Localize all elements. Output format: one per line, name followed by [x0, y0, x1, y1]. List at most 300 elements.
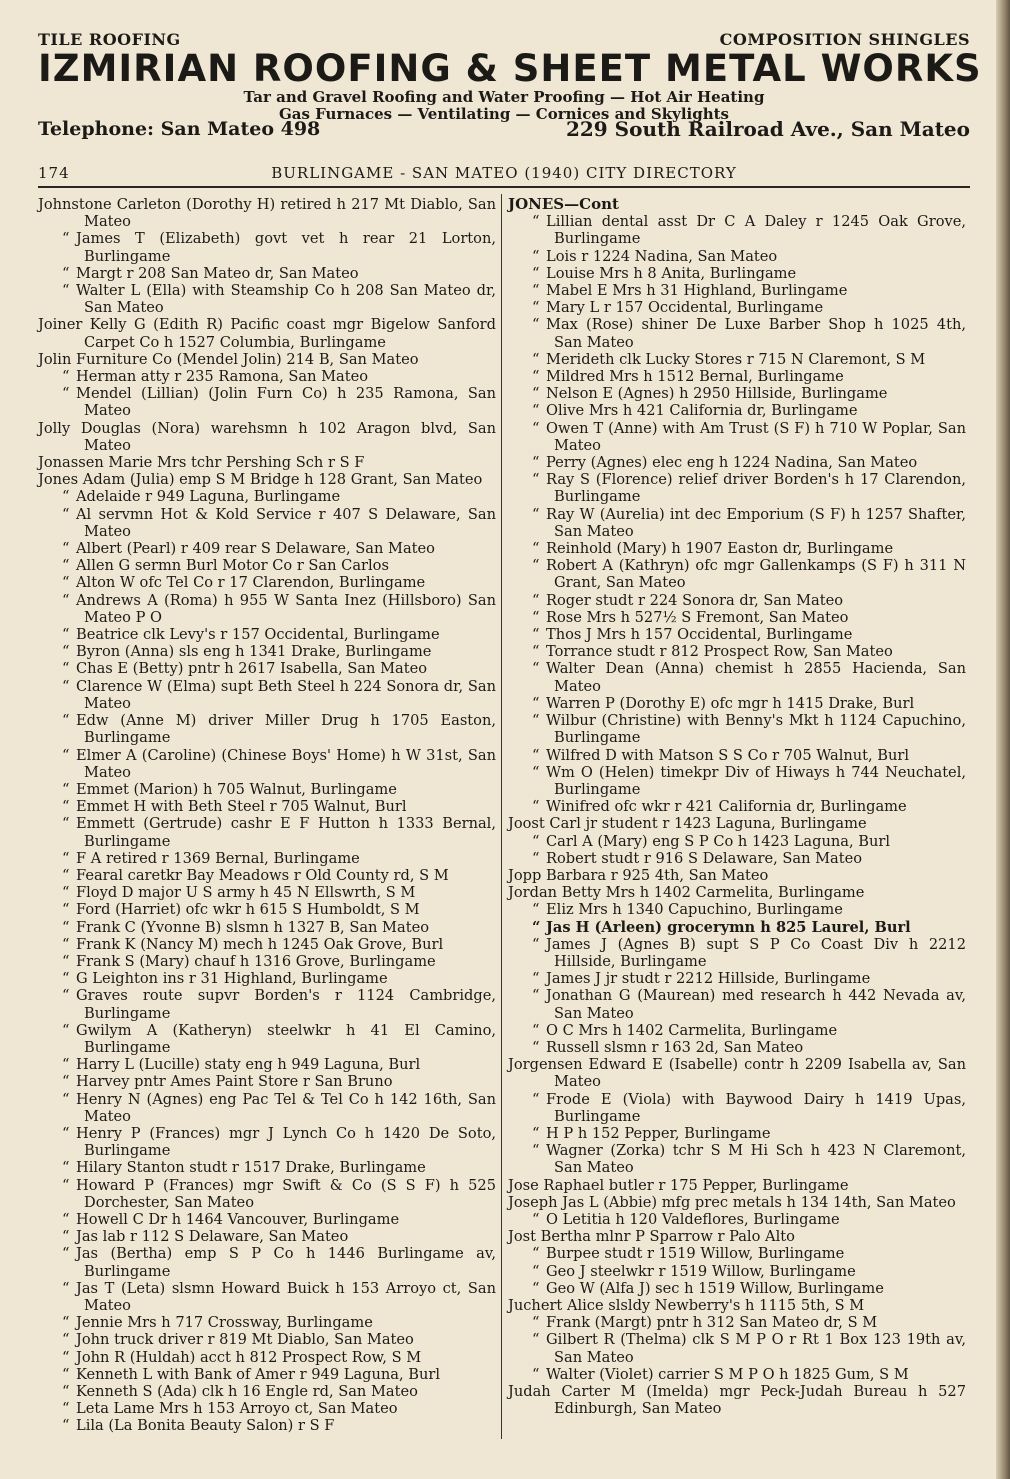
ditto-mark: “: [62, 626, 70, 644]
entry-text: Leta Lame Mrs h 153 Arroyo ct, San Mateo: [76, 1400, 398, 1418]
entry-text: John truck driver r 819 Mt Diablo, San Mateo: [76, 1331, 414, 1349]
ditto-mark: “: [62, 798, 70, 816]
entry-text: Mabel E Mrs h 31 Highland, Burlingame: [546, 282, 848, 300]
entry-text: James J jr studt r 2212 Hillside, Burlingame: [546, 970, 871, 988]
ditto-mark: “: [62, 230, 70, 248]
directory-entry: [508, 712, 966, 746]
entry-text: Judah Carter M (Imelda) mgr Peck-Judah Bureau h 527 Edinburgh, San Mateo: [508, 1383, 966, 1418]
directory-entry: [38, 1056, 496, 1073]
entry-text: Andrews A (Roma) h 955 W Santa Inez (Hillsboro) San Mateo P O: [76, 591, 496, 626]
entry-text: O C Mrs h 1402 Carmelita, Burlingame: [546, 1021, 838, 1039]
directory-entry: [38, 867, 496, 884]
ditto-mark: “: [62, 540, 70, 558]
directory-entry: [508, 764, 966, 798]
directory-entry: [38, 953, 496, 970]
entry-text: H P h 152 Pepper, Burlingame: [546, 1124, 771, 1142]
entry-text: Mary L r 157 Occidental, Burlingame: [546, 299, 824, 317]
ditto-mark: “: [62, 264, 70, 282]
entry-text: Burpee studt r 1519 Willow, Burlingame: [546, 1245, 845, 1263]
ditto-mark: “: [532, 987, 540, 1005]
ditto-mark: “: [532, 385, 540, 403]
ditto-mark: “: [62, 282, 70, 300]
ditto-mark: “: [532, 660, 540, 678]
directory-entry: [508, 695, 966, 712]
directory-entry: [508, 1228, 966, 1245]
entry-text: Jost Bertha mlnr P Sparrow r Palo Alto: [508, 1228, 795, 1246]
directory-entry: [38, 1331, 496, 1348]
ditto-mark: “: [62, 987, 70, 1005]
directory-entry: [38, 987, 496, 1021]
entry-text: Emmet H with Beth Steel r 705 Walnut, Burl: [76, 798, 407, 816]
entry-text: Warren P (Dorothy E) ofc mgr h 1415 Drake, Burl: [546, 694, 915, 712]
ditto-mark: “: [532, 1021, 540, 1039]
entry-text: Wilfred D with Matson S S Co r 705 Walnut, Burl: [546, 746, 910, 764]
directory-entry: [508, 299, 966, 316]
directory-entry: [508, 919, 966, 936]
entry-text: Frank (Margt) pntr h 312 San Mateo dr, S M: [546, 1314, 878, 1332]
directory-entry: [38, 919, 496, 936]
ditto-mark: “: [532, 1245, 540, 1263]
entry-text: Eliz Mrs h 1340 Capuchino, Burlingame: [546, 901, 843, 919]
directory-entry: [38, 901, 496, 918]
entry-text: Lillian dental asst Dr C A Daley r 1245 Oak Grove, Burlingame: [546, 213, 966, 248]
ditto-mark: “: [532, 1142, 540, 1160]
ditto-mark: “: [532, 694, 540, 712]
entry-text: Elmer A (Caroline) (Chinese Boys' Home) h W 31st, San Mateo: [76, 746, 496, 781]
entry-text: Edw (Anne M) driver Miller Drug h 1705 Easton, Burlingame: [76, 712, 496, 747]
directory-entry: [38, 1022, 496, 1056]
directory-entry: [38, 540, 496, 557]
running-header: [38, 160, 970, 188]
directory-entry: [508, 557, 966, 591]
directory-entry: [508, 1091, 966, 1125]
directory-entry: [508, 1297, 966, 1314]
ditto-mark: “: [62, 1365, 70, 1383]
directory-entry: [508, 936, 966, 970]
ditto-mark: “: [532, 901, 540, 919]
directory-entry: [508, 1211, 966, 1228]
ditto-mark: “: [62, 1021, 70, 1039]
entry-text: Alton W ofc Tel Co r 17 Clarendon, Burlingame: [76, 574, 426, 592]
directory-entry: [508, 1022, 966, 1039]
directory-entry: [38, 1280, 496, 1314]
directory-entry: [38, 781, 496, 798]
ditto-mark: “: [532, 1124, 540, 1142]
directory-entry: [38, 282, 496, 316]
directory-entry: [38, 712, 496, 746]
directory-entry: [508, 1056, 966, 1090]
directory-entry: [508, 850, 966, 867]
ditto-mark: “: [62, 1228, 70, 1246]
ditto-mark: “: [532, 282, 540, 300]
ditto-mark: “: [532, 1314, 540, 1332]
entry-text: Geo J steelwkr r 1519 Willow, Burlingame: [546, 1262, 856, 1280]
directory-entry: [508, 316, 966, 350]
directory-entry: [508, 1039, 966, 1056]
directory-entry: [508, 1280, 966, 1297]
directory-entry: [38, 1091, 496, 1125]
ditto-mark: “: [62, 1073, 70, 1091]
ditto-mark: “: [532, 299, 540, 317]
directory-entry: [38, 678, 496, 712]
directory-entry: [38, 557, 496, 574]
ditto-mark: “: [532, 1279, 540, 1297]
directory-title: BURLINGAME - SAN MATEO (1940) CITY DIRECTORY: [271, 164, 737, 182]
directory-entry: [508, 867, 966, 884]
ditto-mark: “: [532, 1210, 540, 1228]
directory-entry: [508, 265, 966, 282]
entry-text: Allen G sermn Burl Motor Co r San Carlos: [76, 557, 389, 575]
ditto-mark: “: [62, 1159, 70, 1177]
ditto-mark: “: [62, 884, 70, 902]
entry-text: Gwilym A (Katheryn) steelwkr h 41 El Camino, Burlingame: [76, 1021, 496, 1056]
directory-entry: [508, 884, 966, 901]
entry-text: Roger studt r 224 Sonora dr, San Mateo: [546, 591, 844, 609]
entry-text: Herman atty r 235 Ramona, San Mateo: [76, 368, 369, 386]
ditto-mark: “: [532, 918, 541, 936]
directory-entry: [38, 196, 496, 230]
entry-text: Jolin Furniture Co (Mendel Jolin) 214 B, San Mateo: [38, 350, 419, 368]
directory-entry: [508, 1142, 966, 1176]
ditto-mark: “: [62, 557, 70, 575]
entry-text: Jonassen Marie Mrs tchr Pershing Sch r S F: [38, 454, 365, 472]
ditto-mark: “: [532, 746, 540, 764]
directory-entry: [508, 248, 966, 265]
entry-text: F A retired r 1369 Bernal, Burlingame: [76, 849, 360, 867]
ditto-mark: “: [532, 1038, 540, 1056]
directory-entry: [508, 420, 966, 454]
entry-text: Jas H (Arleen) grocerymn h 825 Laurel, Burl: [546, 918, 911, 936]
directory-entry: [508, 901, 966, 918]
ditto-mark: “: [62, 970, 70, 988]
entry-text: Robert A (Kathryn) ofc mgr Gallenkamps (S F) h 311 N Grant, San Mateo: [546, 557, 966, 592]
ditto-mark: “: [532, 350, 540, 368]
entry-text: Jopp Barbara r 925 4th, San Mateo: [508, 866, 769, 884]
entry-text: Geo W (Alfa J) sec h 1519 Willow, Burlingame: [546, 1279, 884, 1297]
ditto-mark: “: [62, 1176, 70, 1194]
directory-entry: [38, 230, 496, 264]
entry-text: Emmett (Gertrude) cashr E F Hutton h 1333 Bernal, Burlingame: [76, 815, 496, 850]
entry-text: Wm O (Helen) timekpr Div of Hiways h 744 Neuchatel, Burlingame: [546, 763, 966, 798]
entry-text: Jas lab r 112 S Delaware, San Mateo: [76, 1228, 349, 1246]
directory-entry: [38, 592, 496, 626]
directory-entry: [508, 609, 966, 626]
entry-text: Floyd D major U S army h 45 N Ellswrth, S M: [76, 884, 416, 902]
directory-entry: [508, 1245, 966, 1262]
entry-text: Byron (Anna) sls eng h 1341 Drake, Burlingame: [76, 643, 432, 661]
directory-entry: [508, 454, 966, 471]
directory-entry: [38, 351, 496, 368]
directory-entry: [38, 454, 496, 471]
directory-entry: [38, 420, 496, 454]
entry-text: Lila (La Bonita Beauty Salon) r S F: [76, 1417, 335, 1435]
directory-entry: [38, 1314, 496, 1331]
advertisement-banner: [38, 30, 982, 160]
entry-text: Jordan Betty Mrs h 1402 Carmelita, Burlingame: [508, 884, 865, 902]
entry-text: Jorgensen Edward E (Isabelle) contr h 2209 Isabella av, San Mateo: [508, 1056, 966, 1091]
entry-text: Jennie Mrs h 717 Crossway, Burlingame: [76, 1314, 373, 1332]
entry-text: Harry L (Lucille) staty eng h 949 Laguna, Burl: [76, 1056, 421, 1074]
entry-text: Frank S (Mary) chauf h 1316 Grove, Burlingame: [76, 952, 436, 970]
entry-text: Torrance studt r 812 Prospect Row, San Mateo: [546, 643, 893, 661]
entry-text: Al servmn Hot & Kold Service r 407 S Delaware, San Mateo: [76, 505, 496, 540]
directory-entry: [508, 402, 966, 419]
entry-text: Lois r 1224 Nadina, San Mateo: [546, 247, 778, 265]
entry-text: Ford (Harriet) ofc wkr h 615 S Humboldt, S M: [76, 901, 420, 919]
ad-top-right: COMPOSITION SHINGLES: [719, 30, 970, 49]
column-divider: [501, 194, 502, 1439]
directory-entry: [38, 316, 496, 350]
ditto-mark: “: [532, 643, 540, 661]
directory-entry: [38, 1159, 496, 1176]
directory-entry: [508, 626, 966, 643]
entry-text: Margt r 208 San Mateo dr, San Mateo: [76, 264, 359, 282]
ditto-mark: “: [532, 471, 540, 489]
entry-text: Fearal caretkr Bay Meadows r Old County rd, S M: [76, 866, 449, 884]
entry-text: Emmet (Marion) h 705 Walnut, Burlingame: [76, 780, 397, 798]
directory-entry: [38, 884, 496, 901]
left-column: [38, 196, 496, 1435]
entry-text: Merideth clk Lucky Stores r 715 N Claremont, S M: [546, 350, 926, 368]
ditto-mark: “: [62, 1331, 70, 1349]
entry-text: Graves route supvr Borden's r 1124 Cambridge, Burlingame: [76, 987, 496, 1022]
directory-entry: [38, 574, 496, 591]
entry-text: Russell slsmn r 163 2d, San Mateo: [546, 1038, 804, 1056]
directory-entry: [38, 1349, 496, 1366]
directory-entry: [508, 970, 966, 987]
entry-text: Jas (Bertha) emp S P Co h 1446 Burlingame av, Burlingame: [76, 1245, 496, 1280]
entry-text: Max (Rose) shiner De Luxe Barber Shop h 1025 4th, San Mateo: [546, 316, 966, 351]
entry-text: Thos J Mrs h 157 Occidental, Burlingame: [546, 626, 853, 644]
directory-entry: [508, 643, 966, 660]
entry-text: Rose Mrs h 527½ S Fremont, San Mateo: [546, 608, 849, 626]
entry-text: Jonathan G (Maurean) med research h 442 Nevada av, San Mateo: [546, 987, 966, 1022]
directory-entry: [508, 798, 966, 815]
entry-text: James J (Agnes B) supt S P Co Coast Div h 2212 Hillside, Burlingame: [546, 935, 966, 970]
entry-text: Reinhold (Mary) h 1907 Easton dr, Burlingame: [546, 540, 894, 558]
directory-entry: [38, 660, 496, 677]
ditto-mark: “: [62, 660, 70, 678]
ditto-mark: “: [532, 402, 540, 420]
entry-text: Jones Adam (Julia) emp S M Bridge h 128 Grant, San Mateo: [38, 471, 483, 489]
directory-entry: [508, 660, 966, 694]
directory-entry: [38, 970, 496, 987]
directory-entry: [508, 1125, 966, 1142]
ditto-mark: “: [62, 1124, 70, 1142]
ditto-mark: “: [532, 1262, 540, 1280]
ad-phone: Telephone: San Mateo 498: [38, 118, 321, 140]
directory-entry: [508, 351, 966, 368]
entry-text: Owen T (Anne) with Am Trust (S F) h 710 W Poplar, San Mateo: [546, 419, 966, 454]
directory-entry: [38, 1228, 496, 1245]
directory-entry: [38, 798, 496, 815]
entry-text: Frank K (Nancy M) mech h 1245 Oak Grove, Burl: [76, 935, 444, 953]
directory-entry: [38, 471, 496, 488]
entry-text: Kenneth L with Bank of Amer r 949 Laguna, Burl: [76, 1365, 441, 1383]
ditto-mark: “: [62, 901, 70, 919]
directory-entry: [508, 1314, 966, 1331]
directory-entry: [38, 368, 496, 385]
entry-text: Henry N (Agnes) eng Pac Tel & Tel Co h 142 16th, San Mateo: [76, 1090, 496, 1125]
entry-text: Perry (Agnes) elec eng h 1224 Nadina, San Mateo: [546, 454, 918, 472]
directory-entry: [508, 506, 966, 540]
directory-entry: [508, 471, 966, 505]
ditto-mark: “: [62, 385, 70, 403]
entry-text: Hilary Stanton studt r 1517 Drake, Burlingame: [76, 1159, 426, 1177]
ditto-mark: “: [532, 626, 540, 644]
entry-text: Joiner Kelly G (Edith R) Pacific coast mgr Bigelow Sanford Carpet Co h 1527 Columbia, Burlingame: [38, 316, 496, 351]
directory-entry: [38, 747, 496, 781]
entry-text: Beatrice clk Levy's r 157 Occidental, Burlingame: [76, 626, 440, 644]
section-heading: [508, 196, 966, 213]
ditto-mark: “: [532, 213, 540, 231]
ditto-mark: “: [62, 505, 70, 523]
entry-text: O Letitia h 120 Valdeflores, Burlingame: [546, 1210, 840, 1228]
ditto-mark: “: [532, 763, 540, 781]
ditto-mark: “: [62, 712, 70, 730]
entry-text: JONES—Cont: [508, 195, 619, 213]
directory-entry: [508, 815, 966, 832]
entry-text: Carl A (Mary) eng S P Co h 1423 Laguna, Burl: [546, 832, 891, 850]
entry-text: Frank C (Yvonne B) slsmn h 1327 B, San Mateo: [76, 918, 429, 936]
ditto-mark: “: [62, 935, 70, 953]
entry-text: Albert (Pearl) r 409 rear S Delaware, San Mateo: [76, 540, 435, 558]
directory-entry: [38, 1383, 496, 1400]
entry-text: Henry P (Frances) mgr J Lynch Co h 1420 De Soto, Burlingame: [76, 1124, 496, 1160]
ad-title: IZMIRIAN ROOFING & SHEET METAL WORKS: [38, 47, 982, 90]
ditto-mark: “: [62, 1090, 70, 1108]
ditto-mark: “: [62, 1056, 70, 1074]
ditto-mark: “: [62, 952, 70, 970]
ad-top-left: TILE ROOFING: [38, 30, 181, 49]
ditto-mark: “: [62, 488, 70, 506]
directory-entry: [38, 626, 496, 643]
ditto-mark: “: [62, 591, 70, 609]
entry-text: Adelaide r 949 Laguna, Burlingame: [76, 488, 341, 506]
directory-entry: [508, 368, 966, 385]
entry-text: John R (Huldah) acct h 812 Prospect Row, S M: [76, 1348, 422, 1366]
ditto-mark: “: [62, 849, 70, 867]
entry-text: Harvey pntr Ames Paint Store r San Bruno: [76, 1073, 393, 1091]
directory-entry: [508, 540, 966, 557]
entry-text: Johnstone Carleton (Dorothy H) retired h 217 Mt Diablo, San Mateo: [38, 196, 496, 231]
ditto-mark: “: [62, 1245, 70, 1263]
ditto-mark: “: [532, 505, 540, 523]
directory-entry: [508, 1263, 966, 1280]
entry-text: Frode E (Viola) with Baywood Dairy h 1419 Upas, Burlingame: [546, 1090, 966, 1125]
entry-text: Wilbur (Christine) with Benny's Mkt h 1124 Capuchino, Burlingame: [546, 712, 966, 747]
entry-text: Mildred Mrs h 1512 Bernal, Burlingame: [546, 368, 844, 386]
directory-entry: [38, 1417, 496, 1434]
directory-entry: [508, 987, 966, 1021]
directory-entry: [38, 815, 496, 849]
ditto-mark: “: [532, 1090, 540, 1108]
entry-text: Winifred ofc wkr r 421 California dr, Burlingame: [546, 798, 907, 816]
directory-entry: [38, 265, 496, 282]
entry-text: Jas T (Leta) slsmn Howard Buick h 153 Arroyo ct, San Mateo: [76, 1279, 496, 1314]
ditto-mark: “: [62, 677, 70, 695]
ditto-mark: “: [532, 935, 540, 953]
entry-text: Jolly Douglas (Nora) warehsmn h 102 Aragon blvd, San Mateo: [38, 419, 496, 454]
ditto-mark: “: [532, 798, 540, 816]
ditto-mark: “: [62, 918, 70, 936]
ditto-mark: “: [62, 1400, 70, 1418]
directory-entry: [508, 1366, 966, 1383]
directory-entry: [38, 1073, 496, 1090]
directory-entry: [38, 936, 496, 953]
entry-text: Mendel (Lillian) (Jolin Furn Co) h 235 Ramona, San Mateo: [76, 385, 496, 420]
right-column: [508, 196, 966, 1417]
entry-text: Juchert Alice slsldy Newberry's h 1115 5th, S M: [508, 1297, 865, 1314]
entry-text: Kenneth S (Ada) clk h 16 Engle rd, San Mateo: [76, 1383, 418, 1401]
entry-text: Chas E (Betty) pntr h 2617 Isabella, San Mateo: [76, 660, 427, 678]
directory-entry: [38, 1125, 496, 1159]
ditto-mark: “: [532, 832, 540, 850]
ditto-mark: “: [532, 368, 540, 386]
ditto-mark: “: [62, 1383, 70, 1401]
ditto-mark: “: [532, 591, 540, 609]
directory-entry: [38, 1211, 496, 1228]
entry-text: Ray W (Aurelia) int dec Emporium (S F) h 1257 Shafter, San Mateo: [546, 505, 966, 540]
ad-line-1: Tar and Gravel Roofing and Water Proofing — Hot Air Heating: [243, 88, 765, 106]
directory-entry: [38, 850, 496, 867]
page-number: 174: [38, 164, 70, 182]
entry-text: Joost Carl jr student r 1423 Laguna, Burlingame: [508, 815, 867, 833]
entry-text: Nelson E (Agnes) h 2950 Hillside, Burlingame: [546, 385, 888, 403]
ditto-mark: “: [62, 1417, 70, 1435]
directory-entry: [38, 1245, 496, 1279]
directory-entry: [38, 1400, 496, 1417]
entry-text: Olive Mrs h 421 California dr, Burlingame: [546, 402, 858, 420]
ditto-mark: “: [532, 316, 540, 334]
ditto-mark: “: [62, 780, 70, 798]
entry-text: Howard P (Frances) mgr Swift & Co (S S F) h 525 Dorchester, San Mateo: [76, 1176, 496, 1211]
ditto-mark: “: [62, 368, 70, 386]
ditto-mark: “: [532, 454, 540, 472]
ditto-mark: “: [532, 1365, 540, 1383]
entry-text: Joseph Jas L (Abbie) mfg prec metals h 134 14th, San Mateo: [508, 1193, 956, 1211]
directory-entry: [508, 1383, 966, 1417]
entry-text: Louise Mrs h 8 Anita, Burlingame: [546, 264, 797, 282]
ditto-mark: “: [62, 866, 70, 884]
directory-entry: [508, 1194, 966, 1211]
entry-text: Ray S (Florence) relief driver Borden's h 17 Clarendon, Burlingame: [546, 471, 966, 506]
directory-entry: [38, 506, 496, 540]
entry-text: Howell C Dr h 1464 Vancouver, Burlingame: [76, 1210, 400, 1228]
ditto-mark: “: [532, 1331, 540, 1349]
ditto-mark: “: [62, 815, 70, 833]
directory-entry: [508, 1177, 966, 1194]
directory-entry: [38, 488, 496, 505]
ditto-mark: “: [532, 712, 540, 730]
ditto-mark: “: [532, 849, 540, 867]
directory-entry: [38, 643, 496, 660]
directory-entry: [38, 1366, 496, 1383]
ditto-mark: “: [532, 419, 540, 437]
ditto-mark: “: [532, 608, 540, 626]
entry-text: G Leighton ins r 31 Highland, Burlingame: [76, 970, 388, 988]
page-edge: [996, 0, 1010, 1479]
entry-text: Walter (Violet) carrier S M P O h 1825 Gum, S M: [546, 1365, 909, 1383]
entry-text: James T (Elizabeth) govt vet h rear 21 Lorton, Burlingame: [76, 230, 496, 265]
directory-entry: [508, 592, 966, 609]
directory-entry: [508, 385, 966, 402]
ditto-mark: “: [62, 1210, 70, 1228]
directory-entry: [508, 282, 966, 299]
ditto-mark: “: [62, 574, 70, 592]
directory-entry: [508, 213, 966, 247]
ditto-mark: “: [62, 643, 70, 661]
